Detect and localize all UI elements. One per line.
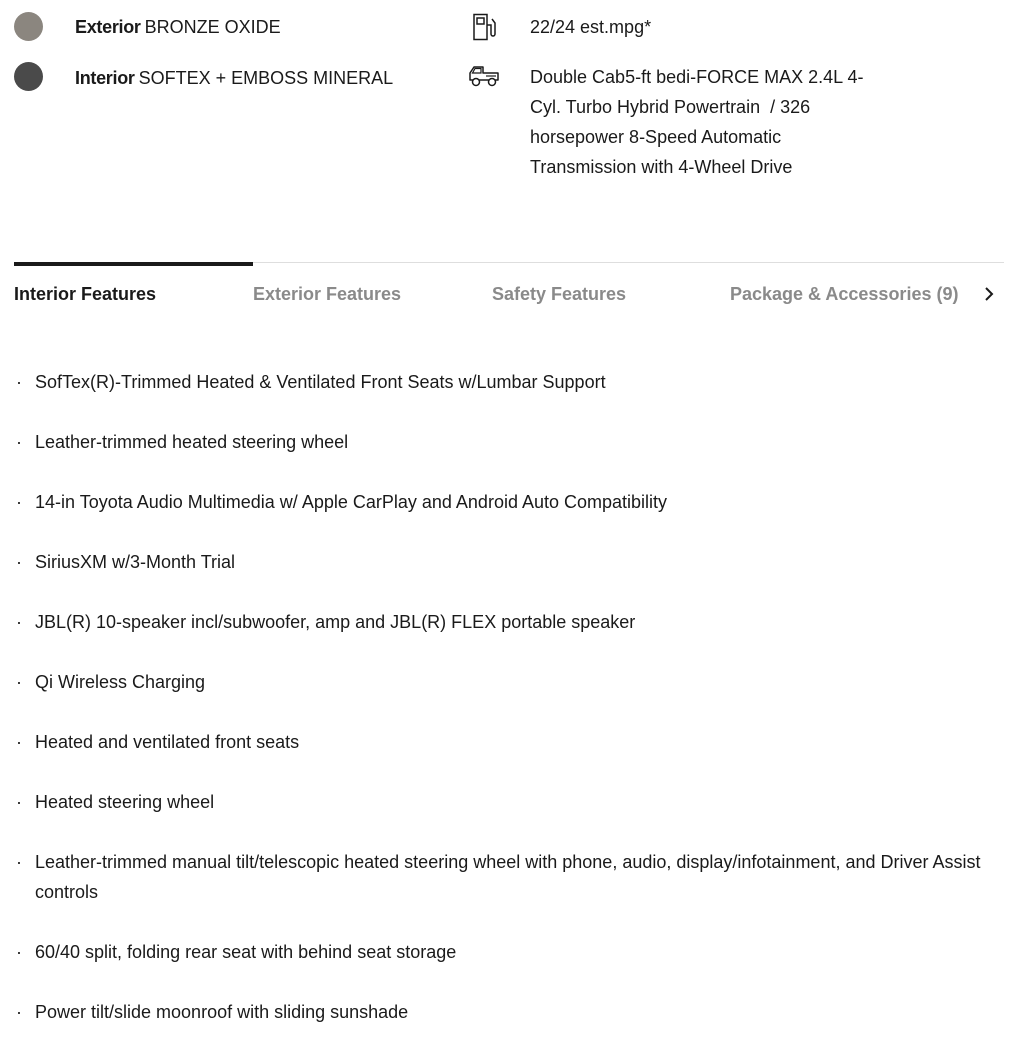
list-item bbox=[0, 367, 1017, 397]
feature-text: Qi Wireless Charging bbox=[35, 672, 206, 692]
powertrain-description bbox=[530, 62, 863, 182]
truck-icon bbox=[468, 64, 500, 93]
powertrain-line: Double Cab5-ft bedi-FORCE MAX 2.4L 4- bbox=[530, 67, 864, 87]
bullet: · bbox=[16, 852, 22, 872]
feature-text: SofTex(R)-Trimmed Heated & Ventilated Front Seats w/Lumbar Support bbox=[35, 372, 606, 392]
exterior-color-swatch bbox=[14, 12, 43, 41]
powertrain-line: Transmission with 4-Wheel Drive bbox=[530, 157, 793, 177]
feature-text: 60/40 split, folding rear seat with behind seat storage bbox=[35, 942, 457, 962]
list-item bbox=[0, 427, 1017, 457]
bullet: · bbox=[16, 372, 22, 392]
interior-value: SOFTEX + EMBOSS MINERAL bbox=[138, 68, 394, 88]
feature-text: 14-in Toyota Audio Multimedia w/ Apple CarPlay and Android Auto Compatibility bbox=[35, 492, 668, 512]
bullet: · bbox=[16, 942, 22, 962]
interior-color-swatch bbox=[14, 62, 43, 91]
list-item bbox=[0, 937, 1017, 967]
bullet: · bbox=[16, 792, 22, 812]
feature-text: Heated steering wheel bbox=[35, 792, 215, 812]
bullet: · bbox=[16, 1002, 22, 1022]
tab-package-accessories[interactable]: Package & Accessories (9) bbox=[730, 284, 959, 304]
bullet: · bbox=[16, 732, 22, 752]
list-item bbox=[0, 487, 1017, 517]
chevron-right-icon bbox=[980, 282, 998, 306]
tab-exterior-features[interactable]: Exterior Features bbox=[253, 284, 402, 304]
powertrain-line: horsepower 8-Speed Automatic bbox=[530, 127, 782, 147]
active-tab-indicator bbox=[14, 262, 253, 266]
tab-safety-features[interactable]: Safety Features bbox=[492, 284, 627, 304]
exterior-label: Exterior bbox=[75, 17, 141, 37]
feature-text: Power tilt/slide moonroof with sliding sunshade bbox=[35, 1002, 409, 1022]
feature-text: Leather-trimmed heated steering wheel bbox=[35, 432, 349, 452]
mpg-text: 22/24 est.mpg* bbox=[530, 17, 652, 37]
interior-color-row bbox=[75, 66, 393, 90]
list-item bbox=[0, 607, 1017, 637]
bullet: · bbox=[16, 432, 22, 452]
bullet: · bbox=[16, 672, 22, 692]
bullet: · bbox=[16, 612, 22, 632]
feature-text: SiriusXM w/3-Month Trial bbox=[35, 552, 236, 572]
list-item bbox=[0, 727, 1017, 757]
bullet: · bbox=[16, 492, 22, 512]
feature-text: Heated and ventilated front seats bbox=[35, 732, 300, 752]
powertrain-line: Cyl. Turbo Hybrid Powertrain / 326 bbox=[530, 97, 811, 117]
list-item bbox=[0, 547, 1017, 577]
feature-text: JBL(R) 10-speaker incl/subwoofer, amp and JBL(R) FLEX portable speaker bbox=[35, 612, 636, 632]
list-item bbox=[0, 847, 1017, 907]
list-item bbox=[0, 997, 1017, 1027]
exterior-value: BRONZE OXIDE bbox=[144, 17, 281, 37]
tab-interior-features[interactable]: Interior Features bbox=[14, 284, 157, 304]
feature-text: Leather-trimmed manual tilt/telescopic heated steering wheel with phone, audio, display/infotainment, and Driver Assist controls bbox=[35, 852, 981, 902]
bullet: · bbox=[16, 552, 22, 572]
tabs-next-button[interactable] bbox=[980, 282, 998, 306]
exterior-color-row bbox=[75, 15, 281, 39]
list-item bbox=[0, 667, 1017, 697]
interior-label: Interior bbox=[75, 68, 135, 88]
fuel-pump-icon bbox=[472, 13, 498, 46]
list-item bbox=[0, 787, 1017, 817]
interior-features-list bbox=[0, 367, 1017, 1057]
